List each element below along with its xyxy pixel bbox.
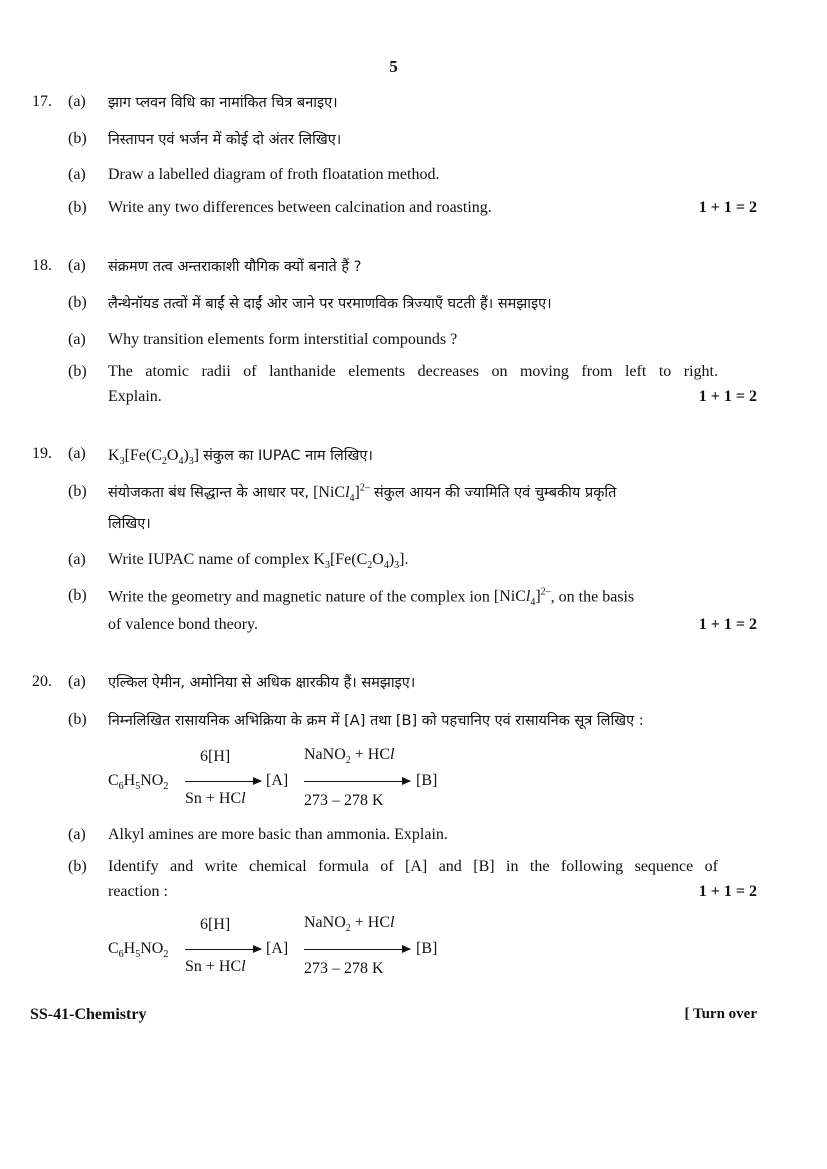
q17-a-label-en: (a): [68, 166, 86, 183]
q20-b-hindi: निम्नलिखित रासायनिक अभिक्रिया के क्रम में [A] तथा [B] को पहचानिए एवं रासायनिक सूत्र लिखिए :: [108, 713, 644, 729]
reaction-scheme-hindi: [108, 746, 468, 814]
reagent-hydrogen: 6[H]: [200, 748, 231, 765]
reaction-arrow-1: [185, 781, 261, 782]
q19-b-english-suffix: , on the basis: [550, 588, 635, 606]
q19-a-label: (a): [68, 445, 86, 462]
q17-b-hindi: निस्तापन एवं भर्जन में कोई दो अंतर लिखिए।: [108, 132, 342, 148]
page-number: 5: [389, 57, 398, 76]
q18-b-label-en: (b): [68, 363, 87, 380]
reaction-scheme-english: [108, 914, 468, 982]
q18-marks: 1 + 1 = 2: [698, 388, 757, 405]
footer-turn-over: [ Turn over: [684, 1006, 757, 1022]
q18-a-label: (a): [68, 257, 86, 274]
product-a: [A]: [266, 940, 289, 957]
q18-a-english: Why transition elements form interstitial compounds ?: [108, 331, 458, 348]
reaction-temperature: 273 – 278 K: [304, 792, 384, 809]
q19-a-english: Write IUPAC name of complex $K_3[Fe(C_2O_4)_3]$.: [108, 551, 409, 572]
question-number-17: 17.: [32, 93, 52, 110]
reaction-arrow-1: [185, 949, 261, 950]
q19-marks: 1 + 1 = 2: [698, 616, 757, 633]
reactant-nitrobenzene: $C_6H_5NO_2$: [108, 772, 169, 793]
q17-b-english: Write any two differences between calcination and roasting.: [108, 199, 492, 216]
product-b: [B]: [416, 772, 438, 789]
q19-b-label: (b): [68, 483, 87, 500]
reagent-nano2-hcl: NaNO$_2$ + HCl: [304, 746, 395, 767]
q19-b-english-line1: [108, 587, 634, 609]
q20-b-label-en: (b): [68, 858, 87, 875]
q17-b-label-en: (b): [68, 199, 87, 216]
reagent-sn-hcl: Sn + HCl: [185, 790, 246, 807]
q19-b-hindi-line1: [108, 482, 616, 504]
q19-b-english-line2: of valence bond theory.: [108, 616, 259, 633]
q19-b-english-text: Write the geometry and magnetic nature of the complex ion: [108, 588, 490, 606]
reagent-nano2-hcl: NaNO$_2$ + HCl: [304, 914, 395, 935]
q20-a-label-en: (a): [68, 826, 86, 843]
q19-b-hindi-prefix: संयोजकता बंध सिद्धान्त के आधार पर,: [108, 485, 310, 501]
product-a: [A]: [266, 772, 289, 789]
q19-a-hindi-line: [108, 445, 373, 467]
reagent-hydrogen: 6[H]: [200, 916, 231, 933]
q19-b-hindi-line2: लिखिए।: [108, 516, 151, 532]
q18-b-english-line1: The atomic radii of lanthanide elements decreases on moving from left to right.: [108, 363, 718, 380]
q19-b-label-en: (b): [68, 587, 87, 604]
q17-marks: 1 + 1 = 2: [698, 199, 757, 216]
reaction-arrow-2: [304, 781, 410, 782]
reaction-arrow-2: [304, 949, 410, 950]
q19-a-label-en: (a): [68, 551, 86, 568]
q18-b-label: (b): [68, 294, 87, 311]
complex-formula-oxalato: $K_3[Fe(C_2O_4)_3]$: [108, 447, 200, 468]
reactant-nitrobenzene: $C_6H_5NO_2$: [108, 940, 169, 961]
product-b: [B]: [416, 940, 438, 957]
q19-a-hindi: संकुल का IUPAC नाम लिखिए।: [203, 448, 373, 464]
q18-a-label-en: (a): [68, 331, 86, 348]
complex-formula-oxalato-en: $K_3[Fe(C_2O_4)_3]$: [313, 551, 405, 572]
q17-a-english: Draw a labelled diagram of froth floatation method.: [108, 166, 440, 183]
q20-b-english-line2: reaction :: [108, 883, 168, 900]
footer-paper-code: SS-41-Chemistry: [30, 1006, 147, 1023]
q20-b-label: (b): [68, 711, 87, 728]
question-number-20: 20.: [32, 673, 52, 690]
complex-formula-nicl4: [NiCl$_4$]$^{2-}$: [313, 482, 370, 505]
q20-a-english: Alkyl amines are more basic than ammonia. Explain.: [108, 826, 448, 843]
q17-a-hindi: झाग प्लवन विधि का नामांकित चित्र बनाइए।: [108, 95, 338, 111]
question-number-19: 19.: [32, 445, 52, 462]
q18-b-hindi: लैन्थेनॉयड तत्वों में बाईं से दाईं ओर जाने पर परमाणविक त्रिज्याएँ घटती हैं। समझाइए।: [108, 296, 552, 312]
q18-a-hindi: संक्रमण तत्व अन्तराकाशी यौगिक क्यों बनाते हैं ?: [108, 259, 362, 275]
q19-a-english-text: Write IUPAC name of complex: [108, 551, 310, 568]
q20-marks: 1 + 1 = 2: [698, 883, 757, 900]
reaction-temperature: 273 – 278 K: [304, 960, 384, 977]
question-number-18: 18.: [32, 257, 52, 274]
q18-b-english-line2: Explain.: [108, 388, 162, 405]
q17-b-label: (b): [68, 130, 87, 147]
q20-a-label: (a): [68, 673, 86, 690]
q20-a-hindi: एल्किल ऐमीन, अमोनिया से अधिक क्षारकीय हैं। समझाइए।: [108, 675, 416, 691]
q17-a-label: (a): [68, 93, 86, 110]
complex-formula-nicl4-en: [NiCl$_4$]$^{2-}$: [493, 587, 551, 609]
reagent-sn-hcl: Sn + HCl: [185, 958, 246, 975]
q20-b-english-line1: Identify and write chemical formula of [A] and [B] in the following sequence of: [108, 858, 718, 875]
q19-b-hindi-suffix: संकुल आयन की ज्यामिति एवं चुम्बकीय प्रकृति: [373, 485, 617, 501]
